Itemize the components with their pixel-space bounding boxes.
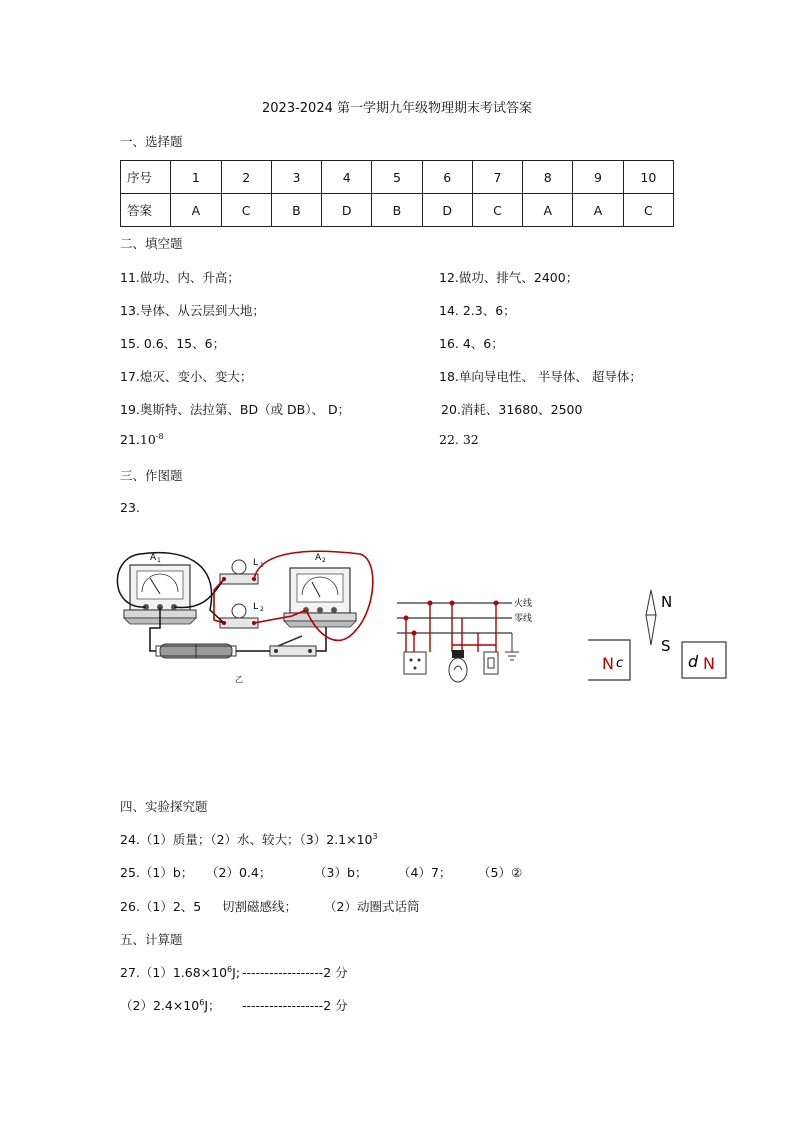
compass-n-label: N — [661, 593, 673, 611]
table-row — [121, 161, 674, 194]
zero-line-label: 零线 — [514, 614, 533, 624]
answer-q27-2: $(2)2.4\times 10^6J$； ------------------2 分 — [120, 997, 348, 1013]
table-cell: 4 — [322, 161, 372, 194]
answer-q24: 24.（1）质量；（2）水、较大；$(3)2.1\times 10^3$ — [120, 831, 378, 847]
section-heading-choice: 一、选择题 — [120, 134, 183, 149]
table-cell: C — [221, 194, 271, 227]
l1-label: L — [253, 558, 259, 568]
table-cell: D — [322, 194, 372, 227]
table-cell: 8 — [523, 161, 573, 194]
compass-needle-icon — [646, 590, 656, 645]
table-cell: 1 — [171, 161, 221, 194]
battery-icon — [156, 644, 236, 658]
section-heading-drawing: 三、作图题 — [120, 468, 183, 483]
answer-q18: 18.单向导电性、 半导体、 超导体； — [439, 369, 642, 384]
l2-label: L — [253, 602, 259, 612]
answer-q20: 20.消耗、31680、2500 — [441, 402, 583, 417]
ground-icon — [505, 633, 519, 660]
answer-q12: 12.做功、排气、2400； — [439, 270, 579, 285]
a1-label: A — [150, 553, 157, 563]
answer-q27-1: $27.(1)1.68\times 10^6J$; ------------------2 分 — [120, 964, 348, 980]
answer-q13: 13.导体、从云层到大地； — [120, 303, 265, 318]
table-cell: C — [623, 194, 673, 227]
answer-q11: 11.做功、内、升高； — [120, 270, 240, 285]
ammeter-a2-icon — [284, 568, 356, 627]
page-title: 2023-2024 第一学期九年级物理期末考试答案 — [262, 101, 532, 116]
question-23-label: 23. — [120, 500, 140, 515]
wire-red — [214, 579, 224, 623]
a2-subscript: 2 — [322, 557, 326, 564]
table-cell: B — [372, 194, 422, 227]
right-magnet-mark: d — [688, 652, 699, 671]
left-magnet-pole: N — [602, 654, 614, 673]
table-cell: A — [523, 194, 573, 227]
table-cell: C — [472, 194, 522, 227]
compass-s-label: S — [661, 637, 671, 655]
wire — [316, 627, 326, 651]
l2-subscript: 2 — [260, 606, 264, 613]
table-cell: 6 — [422, 161, 472, 194]
left-magnet-mark: c — [616, 656, 624, 671]
answer-q25: 25.（1）b； （2）0.4； （3）b； （4）7； （5）② — [120, 865, 523, 880]
answer-q22: 22. 32 — [439, 432, 479, 447]
wire-red — [406, 603, 496, 652]
table-header-cell: 答案 — [121, 194, 171, 227]
switch-icon — [270, 636, 316, 656]
magnet-compass-diagram — [580, 585, 740, 685]
answer-q16: 16. 4、6； — [439, 336, 504, 351]
answer-q26: 26.（1）2、5 切割磁感线； （2）动圈式话筒 — [120, 899, 420, 914]
section-heading-experiment: 四、实验探究题 — [120, 799, 208, 814]
answer-table — [120, 160, 674, 227]
circuit-diagram — [110, 540, 380, 690]
answer-q19: 19.奥斯特、法拉第、BD（或 DB）、 D； — [120, 402, 351, 417]
table-header-cell: 序号 — [121, 161, 171, 194]
l1-subscript: 1 — [260, 562, 264, 569]
fire-line-label: 火线 — [514, 599, 533, 609]
a1-subscript: 1 — [157, 557, 161, 564]
household-wiring-diagram — [392, 590, 552, 690]
section-heading-calculation: 五、计算题 — [120, 932, 183, 947]
table-row — [121, 194, 674, 227]
table-cell: A — [573, 194, 623, 227]
section-heading-fill: 二、填空题 — [120, 236, 183, 251]
wire-red — [414, 618, 478, 652]
answer-q17: 17.熄灭、变小、变大； — [120, 369, 253, 384]
table-cell: D — [422, 194, 472, 227]
a2-label: A — [315, 553, 322, 563]
answer-q14: 14. 2.3、6； — [439, 303, 516, 318]
right-magnet-pole: N — [703, 654, 715, 673]
answer-q15: 15. 0.6、15、6； — [120, 336, 226, 351]
table-cell: 7 — [472, 161, 522, 194]
bulb-icon — [449, 650, 467, 682]
table-cell: 10 — [623, 161, 673, 194]
table-cell: 5 — [372, 161, 422, 194]
table-cell: 2 — [221, 161, 271, 194]
table-cell: B — [271, 194, 321, 227]
answer-q21: $21.10^{-8}$ — [120, 432, 164, 448]
table-cell: A — [171, 194, 221, 227]
circuit-caption: 乙 — [235, 675, 243, 684]
table-cell: 3 — [271, 161, 321, 194]
socket-icon — [404, 652, 426, 674]
table-cell: 9 — [573, 161, 623, 194]
